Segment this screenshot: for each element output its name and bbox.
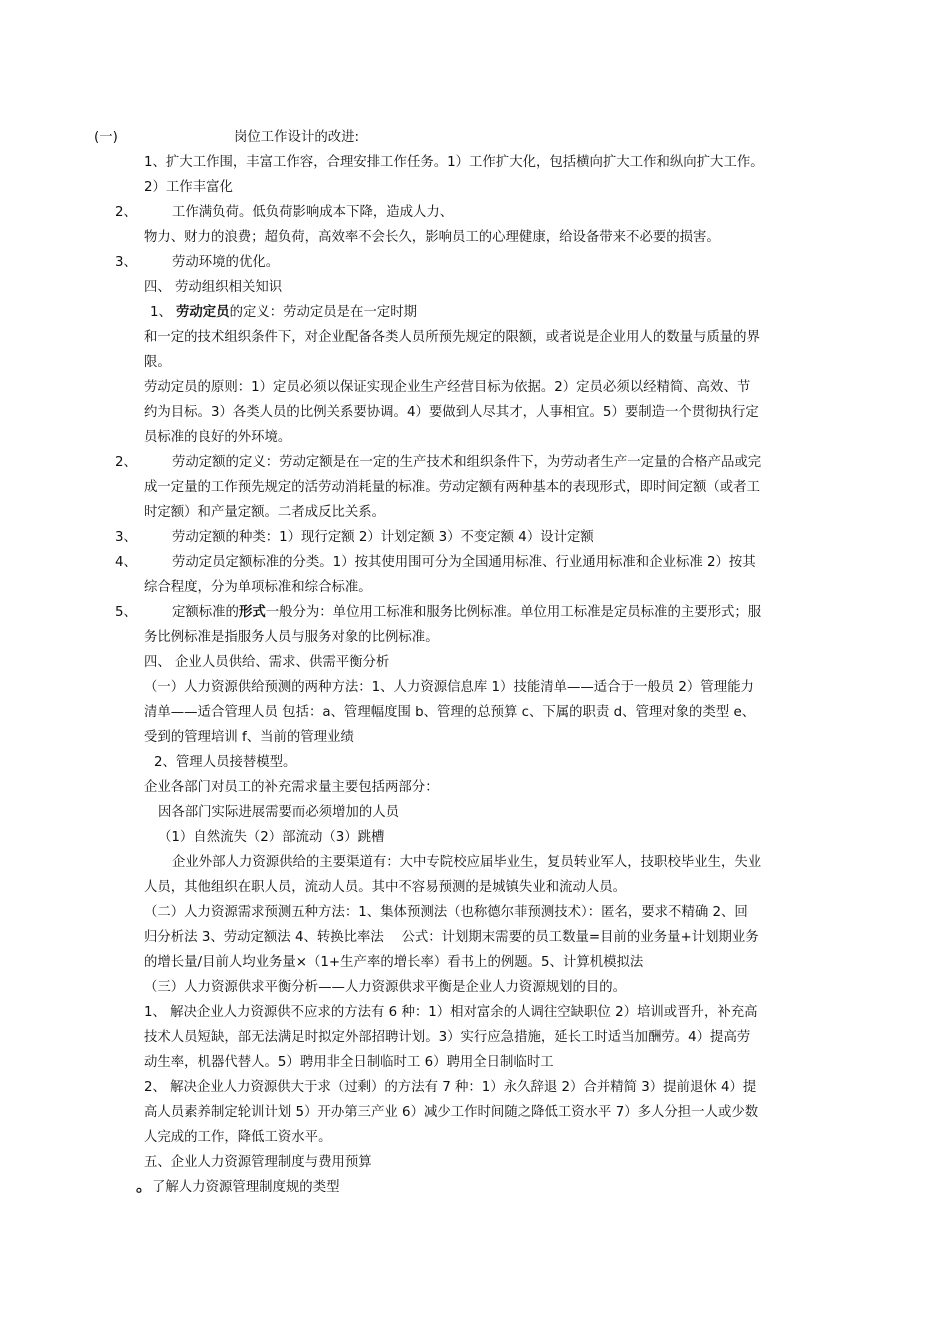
paragraph-line: 1、扩大工作围，丰富工作容，合理安排工作任务。1）工作扩大化，包括横向扩大工作和纵向扩大工作。: [144, 155, 764, 170]
paragraph-line: [176, 304, 417, 322]
paragraph-line: 综合程度，分为单项标准和综合标准。: [144, 580, 372, 595]
paragraph-line: （二）人力资源需求预测五种方法：1、集体预测法（也称德尔菲预测技术）：匿名，要求不精确 2、回: [144, 905, 748, 920]
paragraph-line: 归分析法 3、劳动定额法 4、转换比率法 公式：计划期末需要的员工数量=目前的业务量+计划期业务: [144, 930, 759, 945]
paragraph-line: 时定额）和产量定额。二者成反比关系。: [144, 505, 386, 520]
paragraph-line: 企业各部门对员工的补充需求量主要包括两部分：: [144, 780, 439, 795]
paragraph-line: 务比例标准是指服务人员与服务对象的比例标准。: [144, 630, 439, 645]
text-span: 了解人力资源管理制度规的类型: [152, 1180, 340, 1195]
list-number: 4、: [115, 555, 137, 570]
paragraph-line: 成一定量的工作预先规定的活劳动消耗量的标准。劳动定额有两种基本的表现形式，即时间定额（或者工: [144, 480, 760, 495]
paragraph-line: 物力、财力的浪费；超负荷，高效率不会长久，影响员工的心理健康，给设备带来不必要的损害。: [144, 230, 720, 245]
section-heading: 四、 企业人员供给、需求、供需平衡分析: [144, 655, 390, 670]
paragraph-line: 动生率，机器代替人。5）聘用非全日制临时工 6）聘用全日制临时工: [144, 1055, 554, 1070]
paragraph-line: 员标准的良好的外环境。: [144, 430, 292, 445]
paragraph-line: 劳动定额的种类：1）现行定额 2）计划定额 3）不变定额 4）设计定额: [172, 530, 594, 545]
paragraph-line: （1）自然流失（2）部流动（3）跳槽: [158, 830, 385, 845]
text-span: 定额标准的: [172, 605, 239, 620]
section-title: 岗位工作设计的改进:: [234, 130, 360, 145]
section-heading: 四、 劳动组织相关知识: [144, 280, 283, 295]
bold-term: 劳动定员: [176, 305, 230, 320]
paragraph-line: 清单——适合管理人员 包括：a、管理幅度围 b、管理的总预算 c、下属的职责 d、管理对象的类型 e、: [144, 705, 756, 720]
paragraph-line: 高人员素养制定轮训计划 5）开办第三产业 6）减少工作时间随之降低工资水平 7）多人分担一人或少数: [144, 1105, 759, 1120]
bold-term: 形式: [238, 605, 266, 620]
paragraph-line: 约为目标。3）各类人员的比例关系要协调。4）要做到人尽其才，人事相宜。5）要制造一个贯彻执行定: [144, 405, 759, 420]
paragraph-line: 的增长量/目前人均业务量×（1+生产率的增长率）看书上的例题。5、计算机模拟法: [144, 955, 644, 970]
paragraph-line: 工作满负荷。低负荷影响成本下降，造成人力、: [172, 205, 454, 220]
section-heading: 五、企业人力资源管理制度与费用预算: [144, 1155, 372, 1170]
paragraph-line: [172, 604, 761, 622]
paragraph-line: 企业外部人力资源供给的主要渠道有：大中专院校应届毕业生，复员转业军人，技职校毕业生，失业: [172, 855, 762, 870]
paragraph-line: 和一定的技术组织条件下，对企业配备各类人员所预先规定的限额，或者说是企业用人的数量与质量的界: [144, 330, 760, 345]
paragraph-line: 2、管理人员接替模型。: [154, 755, 297, 770]
paragraph-line: 2）工作丰富化: [144, 180, 233, 195]
paragraph-line: 受到的管理培训 f、当前的管理业绩: [144, 730, 354, 745]
paragraph-line: 人员，其他组织在职人员，流动人员。其中不容易预测的是城镇失业和流动人员。: [144, 880, 627, 895]
paragraph-line: 人完成的工作，降低工资水平。: [144, 1130, 332, 1145]
list-number: 3、: [115, 255, 137, 270]
paragraph-line: 劳动定额的定义：劳动定额是在一定的生产技术和组织条件下，为劳动者生产一定量的合格产品或完: [172, 455, 762, 470]
paragraph-line: 1、 解决企业人力资源供不应求的方法有 6 种：1）相对富余的人调往空缺职位 2）培训或晋升，补充高: [144, 1005, 758, 1020]
paragraph-line: [136, 1177, 339, 1197]
paragraph-line: 劳动环境的优化。: [172, 255, 280, 270]
list-number: 1、: [150, 305, 172, 320]
list-number: 5、: [115, 605, 137, 620]
paragraph-line: 技术人员短缺，部无法满足时拟定外部招聘计划。3）实行应急措施，延长工时适当加酬劳。4）提高劳: [144, 1030, 751, 1045]
bullet-marker: 。: [136, 1176, 153, 1195]
paragraph-line: （三）人力资源供求平衡分析——人力资源供求平衡是企业人力资源规划的目的。: [144, 980, 627, 995]
paragraph-line: 限。: [144, 355, 171, 370]
paragraph-line: 劳动定员的原则：1）定员必须以保证实现企业生产经营目标为依据。2）定员必须以经精简、高效、节: [144, 380, 751, 395]
text-span: 一般分为：单位用工标准和服务比例标准。单位用工标准是定员标准的主要形式；服: [265, 605, 762, 620]
paragraph-line: （一）人力资源供给预测的两种方法：1、人力资源信息库 1）技能清单——适合于一般员 2）管理能力: [144, 680, 754, 695]
section-number: (一): [94, 130, 118, 145]
paragraph-line: 因各部门实际进展需要而必须增加的人员: [158, 805, 400, 820]
list-number: 3、: [115, 530, 137, 545]
list-number: 2、: [115, 455, 137, 470]
list-number: 2、: [115, 205, 137, 220]
paragraph-line: 劳动定员定额标准的分类。1）按其使用围可分为全国通用标准、行业通用标准和企业标准 2）按其: [172, 555, 756, 570]
text-span: 的定义：劳动定员是在一定时期: [229, 305, 418, 320]
paragraph-line: 2、 解决企业人力资源供大于求（过剩）的方法有 7 种：1）永久辞退 2）合并精简 3）提前退休 4）提: [144, 1080, 757, 1095]
